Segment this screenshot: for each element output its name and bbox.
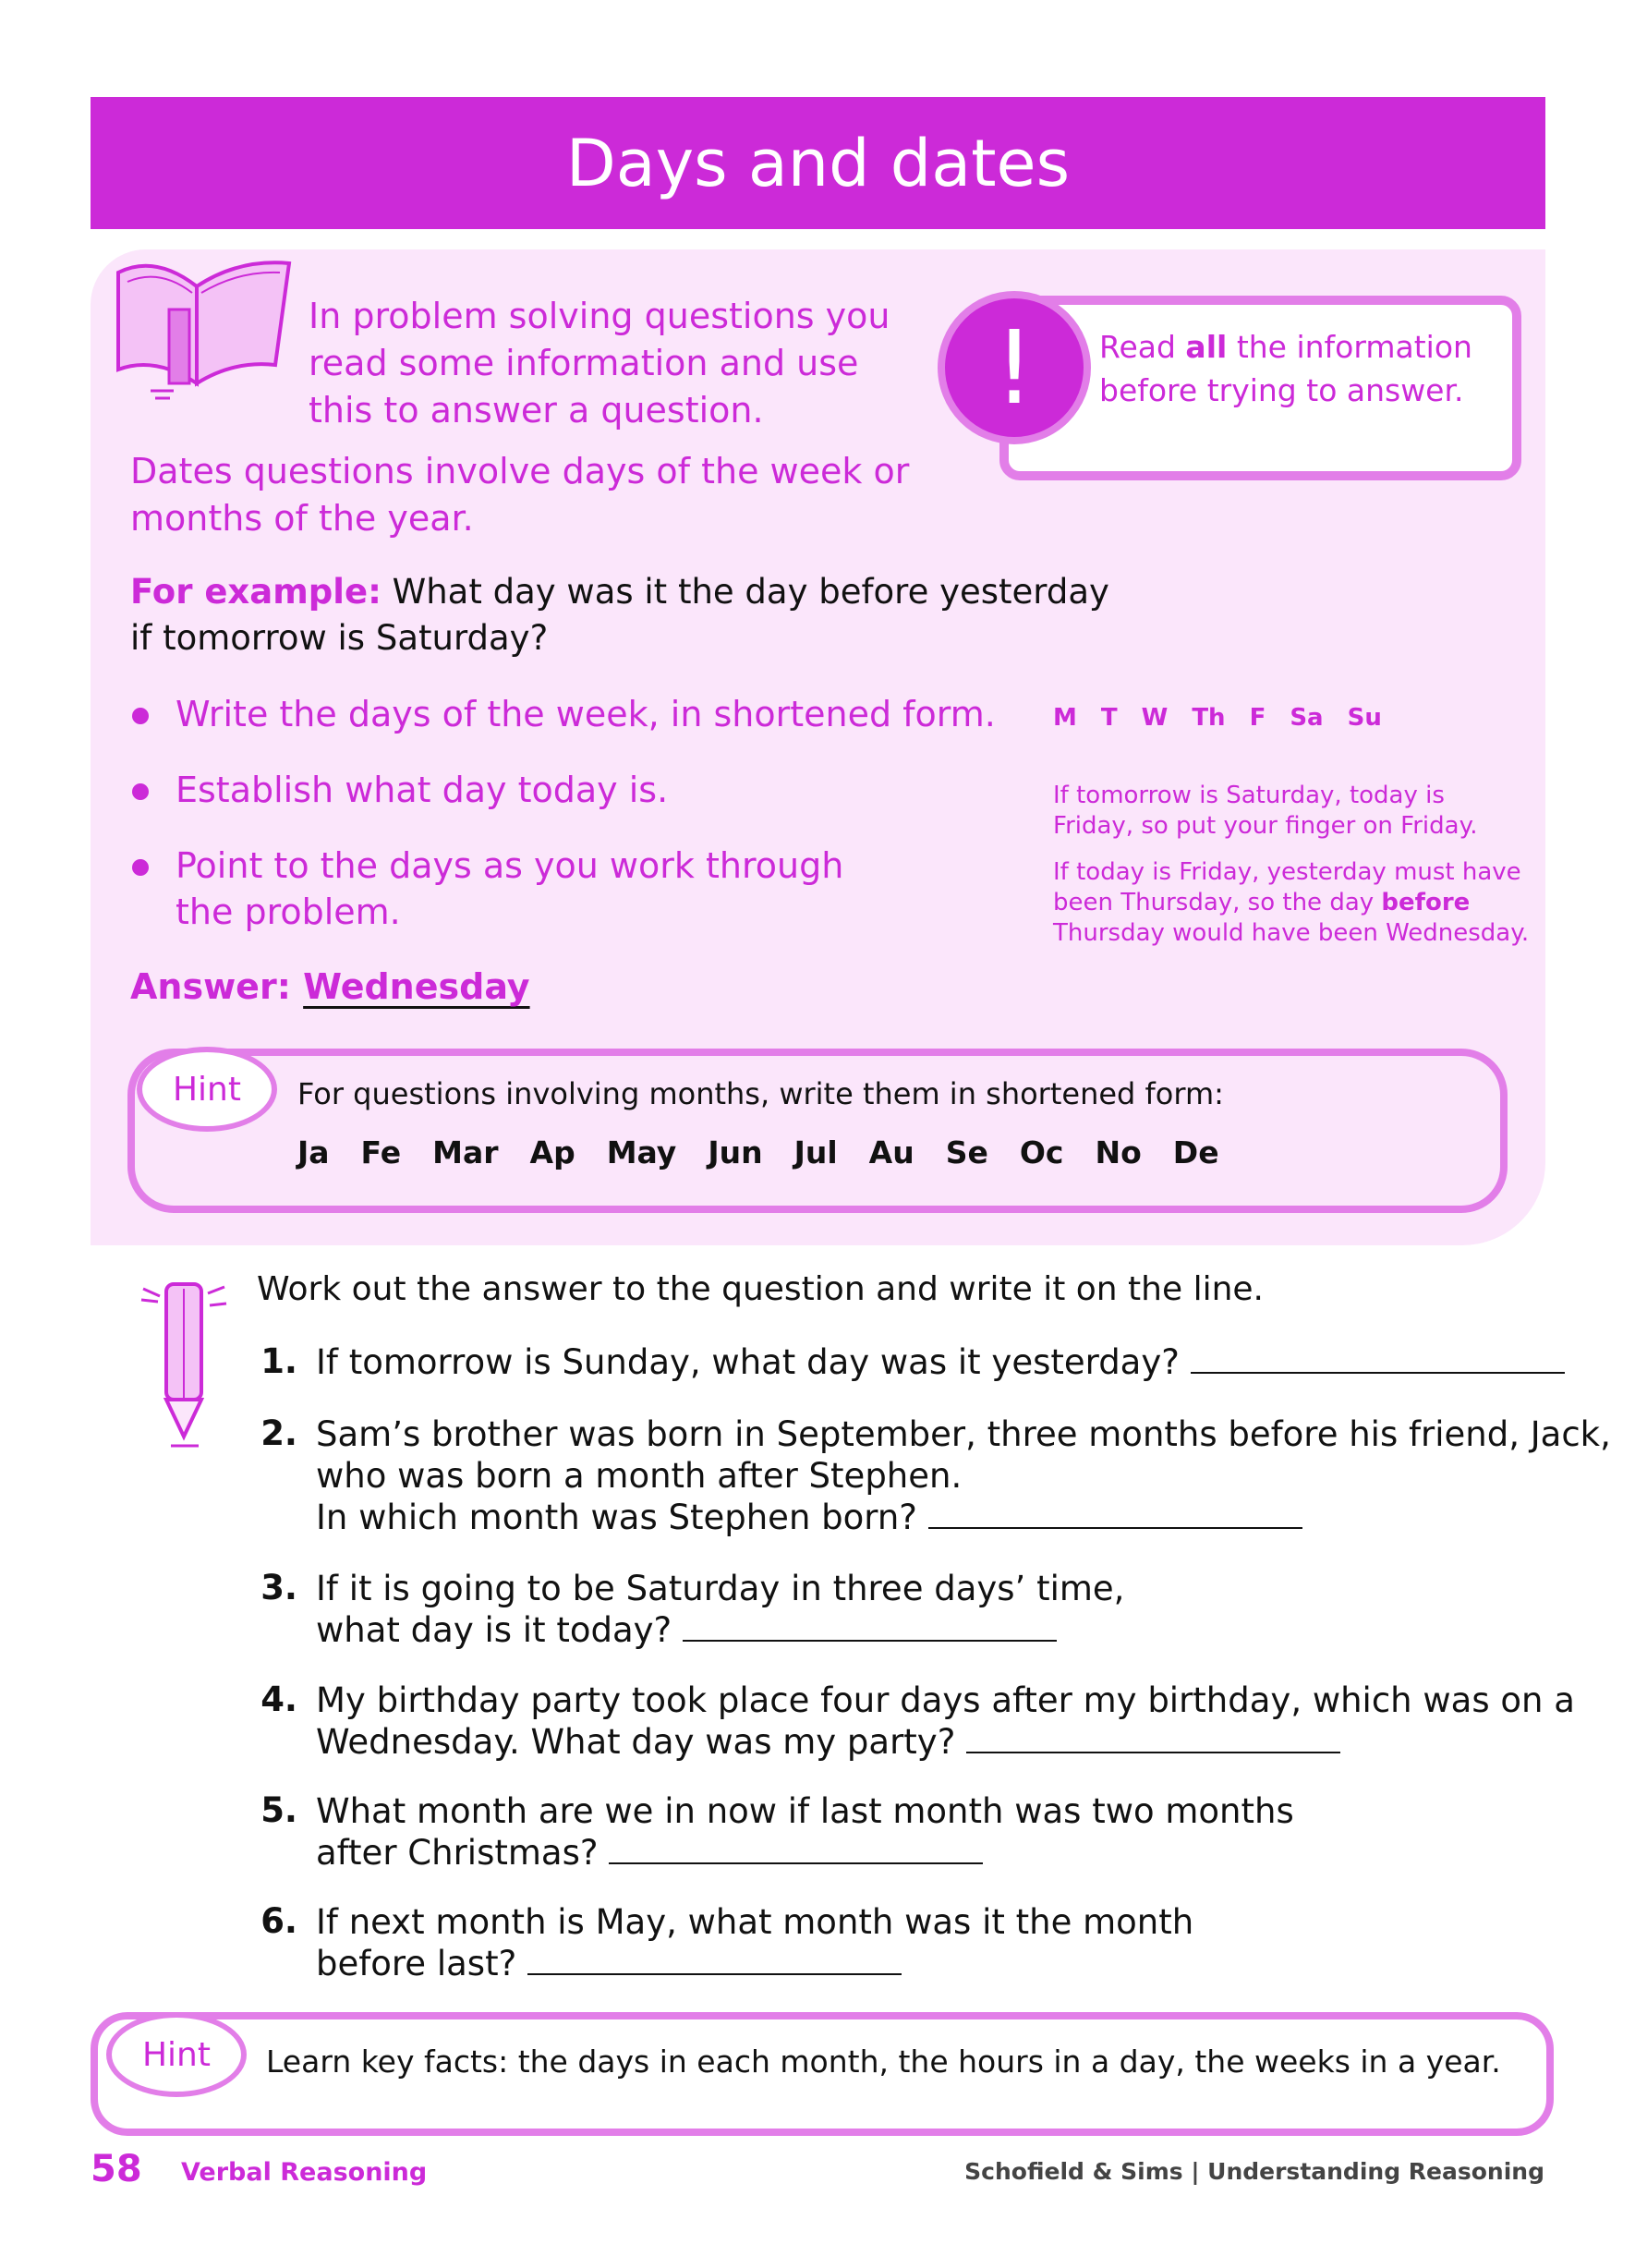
exclamation-glyph: ! [993,309,1036,427]
answer-line[interactable] [928,1499,1302,1529]
bullet-line: Establish what day today is. [176,770,669,810]
tip-text-suffix: the information [1227,329,1472,365]
intro-text [309,293,890,434]
question [249,1341,1565,1383]
day-abbrev: Sa [1290,704,1324,732]
example-question-line: if tomorrow is Saturday? [130,618,549,658]
days-of-week-row [1053,704,1406,732]
bullet-item [176,691,996,737]
bullet-item [176,843,843,935]
pencil-icon [134,1270,231,1455]
tip-text-bold: all [1185,329,1228,365]
month-abbrev: Jun [708,1134,763,1170]
dates-line: Dates questions involve days of the week or [130,451,910,491]
tip-text-line2: before trying to answer. [1099,372,1464,408]
bullet-line: Write the days of the week, in shortened form. [176,694,996,734]
question-number: 3. [260,1568,297,1607]
question-text: In which month was Stephen born? [316,1498,917,1537]
side-note-line: If tomorrow is Saturday, today is [1053,782,1445,809]
side-note-line: Friday, so put your finger on Friday. [1053,812,1478,840]
question-text: after Christmas? [316,1833,599,1873]
day-abbrev: Su [1347,704,1382,732]
hint-bubble [106,2012,247,2097]
title-banner [91,97,1545,229]
intro-line: this to answer a question. [309,390,764,431]
side-note-text: been Thursday, so the day [1053,889,1382,916]
bullet-icon [132,708,149,724]
question-number: 1. [260,1341,297,1381]
intro-line: read some information and use [309,343,859,383]
question-text: Sam’s brother was born in September, three months before his friend, Jack, [316,1414,1611,1454]
question-text: who was born a month after Stephen. [316,1456,963,1496]
question-text: what day is it today? [316,1610,672,1650]
example-question [130,569,1109,661]
month-abbrev: Ja [297,1134,330,1170]
dates-line: months of the year. [130,498,474,539]
day-abbrev: M [1053,704,1077,732]
month-abbrev: Fe [360,1134,402,1170]
answer-label: Answer: [130,966,291,1007]
question-number: 2. [260,1413,297,1453]
open-book-icon [100,236,298,402]
question-text: My birthday party took place four days after my birthday, which was on a [316,1680,1575,1720]
question [249,1568,1124,1651]
hint-label: Hint [172,1070,241,1109]
bullet-icon [132,783,149,800]
hint-bubble [137,1047,277,1132]
answer-line[interactable] [527,1946,902,1975]
bullet-line: Point to the days as you work through [176,845,844,886]
tip-text-prefix: Read [1099,329,1186,365]
question [249,1901,1193,1984]
month-abbrev: No [1095,1134,1142,1170]
question-text: If it is going to be Saturday in three days’ time, [316,1569,1125,1608]
month-abbrev: Au [868,1134,914,1170]
month-abbrev: Se [945,1134,988,1170]
month-abbrev: May [606,1134,677,1170]
intro-line: In problem solving questions you [309,296,890,336]
question-text: before last? [316,1944,517,1983]
side-note-bold: before [1381,889,1471,916]
month-abbrev: De [1172,1134,1219,1170]
side-note-2 [1053,857,1529,949]
exercise-instruction: Work out the answer to the question and write it on the line. [257,1270,1264,1308]
month-abbrev: Mar [432,1134,499,1170]
day-abbrev: T [1100,704,1118,732]
side-note-line: If today is Friday, yesterday must have [1053,858,1521,886]
page-number: 58 [91,2148,142,2190]
month-abbrev: Jul [793,1134,838,1170]
question-text: Wednesday. What day was my party? [316,1722,956,1762]
hint-box [127,1049,1508,1213]
hint-label: Hint [141,2035,211,2074]
question-number: 5. [260,1790,297,1830]
example-label: For example: [130,572,382,612]
question-number: 4. [260,1680,297,1719]
question [249,1790,1294,1874]
answer-line[interactable] [683,1612,1057,1642]
month-abbrev: Ap [529,1134,575,1170]
question [249,1413,1611,1538]
months-row [297,1134,1251,1170]
side-note-1 [1053,781,1478,842]
example-answer [130,966,530,1007]
answer-line[interactable] [609,1835,983,1864]
question [249,1680,1575,1763]
hint-text: Learn key facts: the days in each month, the hours in a day, the weeks in a year. [266,2044,1501,2080]
footer-publisher: Schofield & Sims | Understanding Reasoning [964,2158,1544,2185]
bullet-icon [132,859,149,876]
question-text: What month are we in now if last month was two months [316,1791,1294,1831]
answer-line[interactable] [1191,1344,1565,1374]
day-abbrev: Th [1192,704,1226,732]
exclamation-icon [938,291,1091,444]
dates-description [130,448,909,542]
hint-text: For questions involving months, write them in shortened form: [297,1076,1224,1111]
page-title: Days and dates [565,125,1071,201]
tip-text [1099,325,1487,412]
answer-line[interactable] [966,1724,1340,1753]
bullet-item [176,767,668,813]
question-text: If next month is May, what month was it the month [316,1902,1194,1942]
bullet-line: the problem. [176,891,401,932]
day-abbrev: F [1249,704,1266,732]
month-abbrev: Oc [1019,1134,1064,1170]
question-number: 6. [260,1901,297,1941]
example-question-line: What day was it the day before yesterday [381,572,1109,612]
day-abbrev: W [1141,704,1169,732]
footer-subject: Verbal Reasoning [181,2158,428,2187]
side-note-line: Thursday would have been Wednesday. [1053,919,1530,947]
answer-value: Wednesday [303,966,530,1007]
question-text: If tomorrow is Sunday, what day was it yesterday? [316,1342,1180,1382]
